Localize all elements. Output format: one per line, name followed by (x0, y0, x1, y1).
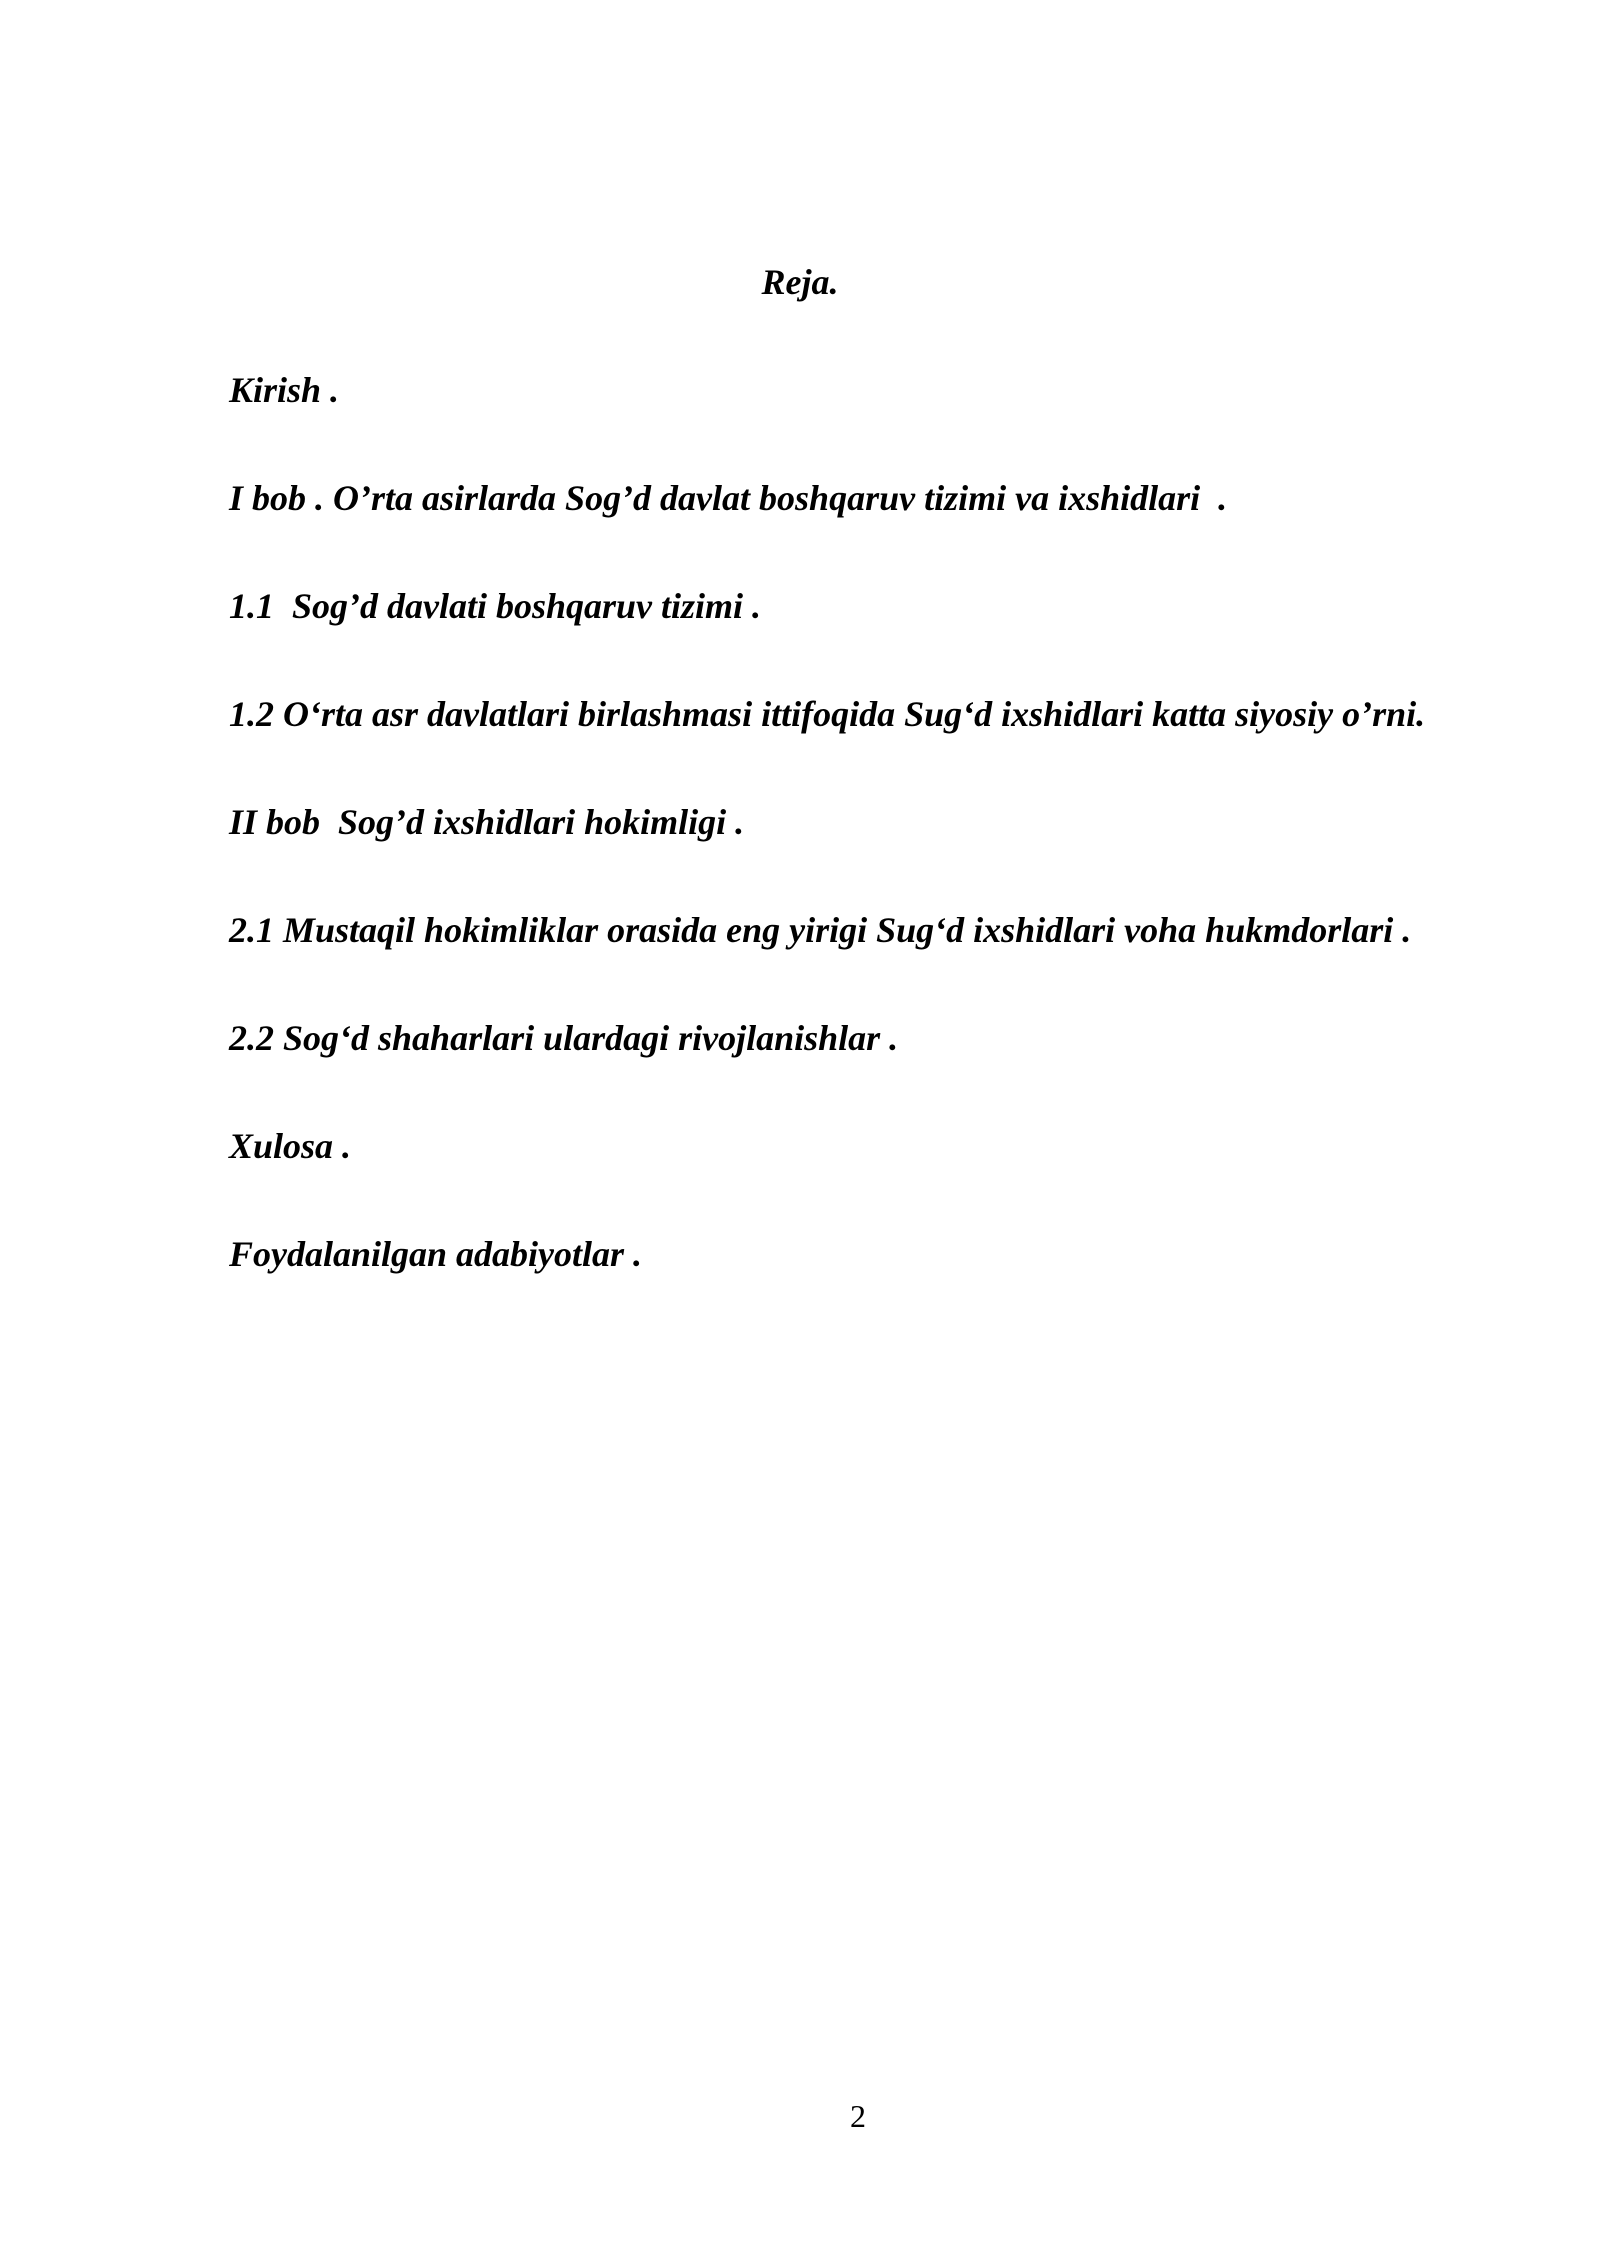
toc-item-introduction: Kirish . (229, 370, 340, 410)
page-number: 2 (850, 2098, 866, 2134)
page-title: Reja. (761, 262, 839, 302)
toc-item-section-2-1: 2.1 Mustaqil hokimliklar orasida eng yirigi Sug‘d ixshidlari voha hukmdorlari . (229, 910, 1412, 950)
table-of-contents (229, 364, 1569, 1336)
toc-item-chapter-2: II bob Sog’d ixshidlari hokimligi . (229, 802, 745, 842)
toc-item-section-1-1: 1.1 Sog’d davlati boshqaruv tizimi . (229, 586, 762, 626)
toc-item-section-1-2: 1.2 O‘rta asr davlatlari birlashmasi ittifoqida Sug‘d ixshidlari katta siyosiy o’rni. (229, 694, 1426, 734)
toc-item-conclusion: Xulosa . (229, 1126, 352, 1166)
toc-item-chapter-1: I bob . O’rta asirlarda Sog’d davlat boshqaruv tizimi va ixshidlari . (229, 478, 1228, 518)
toc-item-section-2-2: 2.2 Sog‘d shaharlari ulardagi rivojlanishlar . (229, 1018, 899, 1058)
toc-item-references: Foydalanilgan adabiyotlar . (229, 1234, 643, 1274)
